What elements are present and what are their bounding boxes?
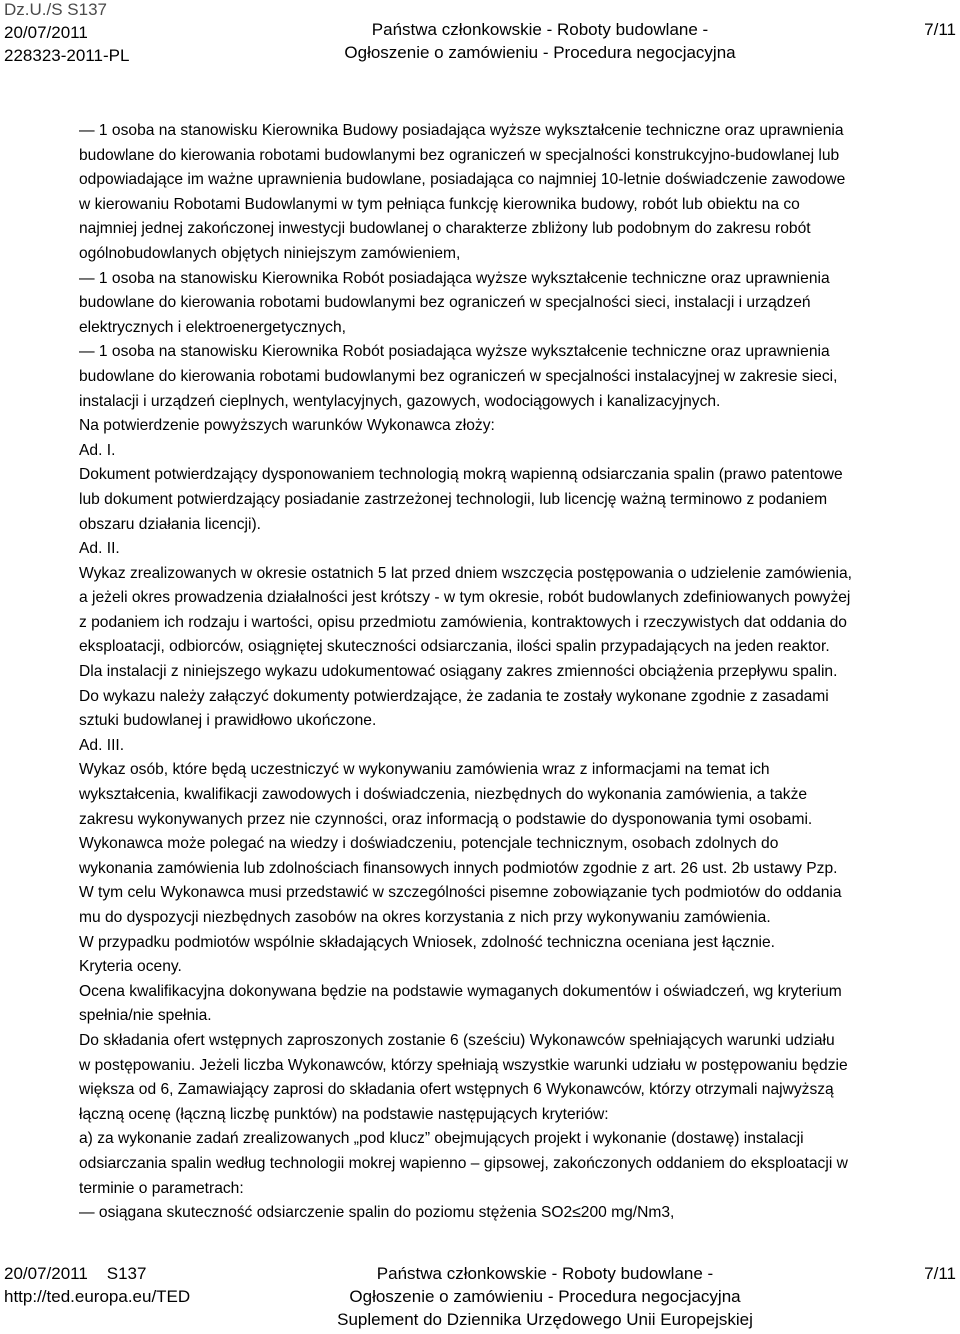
header-page-number: 7/11 [924, 20, 956, 39]
body-line: Wykaz zrealizowanych w okresie ostatnich 5 lat przed dniem wszczęcia postępowania o udzielenie zamówienia, [79, 564, 852, 582]
header-left [4, 0, 129, 67]
footer-title-line-2: Ogłoszenie o zamówieniu - Procedura negocjacyjna [349, 1287, 741, 1306]
body-line: — 1 osoba na stanowisku Kierownika Budowy posiadająca wyższe wykształcenie techniczne oraz uprawnienia [79, 122, 844, 139]
header-title-line-2: Ogłoszenie o zamówieniu - Procedura negocjacyjna [344, 43, 736, 62]
body-line: sztuki budowlanej i prawidłowo ukończone. [79, 712, 377, 730]
doc-ref: Dz.U./S S137 [4, 0, 107, 19]
body-line: najmniej jednej zakończonej inwestycji budowlanej o charakterze zbliżony lub podobnym do zakresu robót [79, 220, 811, 238]
body-line: zakresu wykonywanych przez nie czynności, oraz informacją o podstawie do dysponowania tymi osobami. [79, 810, 813, 828]
body-line: Wykaz osób, które będą uczestniczyć w wykonywaniu zamówienia wraz z informacjami na temat ich [79, 761, 770, 779]
body-line: obszaru działania licencji). [79, 515, 262, 533]
body-line: w postępowaniu. Jeżeli liczba Wykonawców, którzy spełniają wszystkie warunki udziału w postępowaniu będzie [79, 1056, 848, 1074]
body-line: większa od 6, Zamawiający zaprosi do składania ofert wstępnych 6 Wykonawców, którzy otrzymali najwyższą [79, 1081, 834, 1099]
footer-page-number: 7/11 [924, 1264, 956, 1283]
footer-url: http://ted.europa.eu/TED [4, 1287, 191, 1306]
header-title-line-1: Państwa członkowskie - Roboty budowlane - [371, 20, 709, 39]
body-line: Dokument potwierdzający dysponowaniem technologią mokrą wapienną odsiarczania spalin (prawo patentowe [79, 466, 843, 484]
body-line: Ocena kwalifikacyjna dokonywana będzie na podstawie wymaganych dokumentów i oświadczeń, wg kryterium [79, 982, 842, 1000]
footer-date-series [4, 1262, 190, 1285]
footer-series: S137 [106, 1264, 147, 1283]
body-line: — 1 osoba na stanowisku Kierownika Robót posiadająca wyższe wykształcenie techniczne oraz uprawnienia [79, 269, 830, 287]
body-line: W przypadku podmiotów wspólnie składających Wniosek, zdolność techniczna oceniana jest łącznie. [79, 933, 776, 951]
body-line: budowlane do kierowania robotami budowlanymi bez ograniczeń w specjalności sieci, instalacji i urządzeń [79, 294, 811, 312]
body-line: wykonania zamówienia lub zdolnościach finansowych innych podmiotów zgodnie z art. 26 ust. 2b ustawy Pzp. [79, 859, 838, 877]
notice-number: 228323-2011-PL [4, 46, 130, 65]
body-line: odpowiadające im ważne uprawnienia budowlane, posiadająca co najmniej 10-letnie doświadczenie zawodowe [79, 171, 846, 189]
footer-left [4, 1262, 190, 1308]
body-line: lub dokument potwierdzający posiadanie zastrzeżonej technologii, lub licencję ważną terminowo z podaniem [79, 490, 828, 508]
footer-title-line-3: Suplement do Dziennika Urzędowego Unii Europejskiej [337, 1310, 753, 1329]
body-line: w kierowaniu Robotami Budowlanymi w tym pełniąca funkcję kierownika budowy, robót lub obiektu na co [79, 195, 800, 213]
body-line: Do wykazu należy załączyć dokumenty potwierdzające, że zadania te zostały wykonane zgodnie z zasadami [79, 687, 829, 705]
body-line: ogólnobudowlanych objętych niniejszym zamówieniem, [79, 244, 461, 262]
header-date: 20/07/2011 [4, 23, 88, 42]
body-line: wykształcenia, kwalifikacji zawodowych i doświadczenia, niezbędnych do wykonania zamówienia, a także [79, 786, 808, 804]
body-line: eksploatacji, odbiorców, osiągniętej skuteczności odsiarczania, ilości spalin przypadających na jeden reaktor. [79, 638, 830, 656]
body-line: spełnia/nie spełnia. [79, 1007, 212, 1025]
body-line: a jeżeli okres prowadzenia działalności jest krótszy - w tym okresie, robót budowlanych zdefiniowanych powyżej [79, 589, 851, 607]
document-body [79, 119, 954, 1226]
footer-title [300, 1262, 790, 1331]
header-title [330, 18, 750, 64]
body-line: łączną ocenę (łączną liczbę punktów) na podstawie następujących kryteriów: [79, 1105, 609, 1123]
body-line: Ad. II. [79, 540, 120, 558]
body-line: Na potwierdzenie powyższych warunków Wykonawca złoży: [79, 417, 495, 435]
body-line: Wykonawca może polegać na wiedzy i doświadczeniu, potencjale technicznym, osobach zdolnych do [79, 835, 779, 853]
body-line: Ad. III. [79, 736, 125, 754]
body-line: Do składania ofert wstępnych zaproszonych zostanie 6 (sześciu) Wykonawców spełniających warunki udziału [79, 1031, 835, 1049]
body-line: Kryteria oceny. [79, 958, 182, 976]
body-line: budowlane do kierowania robotami budowlanymi bez ograniczeń w specjalności konstrukcyjno-budowlanej lub [79, 146, 840, 164]
body-line: elektrycznych i elektroenergetycznych, [79, 318, 346, 336]
body-line: odsiarczania spalin według technologii mokrej wapienno – gipsowej, zakończonych oddaniem do eksploatacji w [79, 1154, 848, 1172]
body-line: z podaniem ich rodzaju i wartości, opisu przedmiotu zamówienia, kontraktowych i rzeczywistych dat oddania do [79, 613, 847, 631]
footer-title-line-1: Państwa członkowskie - Roboty budowlane - [376, 1264, 714, 1283]
body-line: Dla instalacji z niniejszego wykazu udokumentować osiągany zakres zmienności obciążenia przepływu spalin. [79, 663, 838, 681]
body-line: — osiągana skuteczność odsiarczenie spalin do poziomu stężenia SO2≤200 mg/Nm3, [79, 1204, 675, 1222]
body-line: Ad. I. [79, 441, 116, 459]
body-line: — 1 osoba na stanowisku Kierownika Robót posiadająca wyższe wykształcenie techniczne oraz uprawnienia [79, 343, 830, 361]
page-header [0, 0, 960, 72]
body-line: a) za wykonanie zadań zrealizowanych „pod klucz” obejmujących projekt i wykonanie (dostawę) instalacji [79, 1130, 804, 1148]
body-line: mu do dyspozycji niezbędnych zasobów na okres korzystania z nich przy wykonywaniu zamówienia. [79, 909, 771, 926]
footer-date: 20/07/2011 [4, 1264, 88, 1283]
body-line: budowlane do kierowania robotami budowlanymi bez ograniczeń w specjalności instalacyjnej w zakresie sieci, [79, 367, 838, 385]
body-line: terminie o parametrach: [79, 1179, 244, 1197]
body-line: W tym celu Wykonawca musi przedstawić w szczególności pisemne zobowiązanie tych podmiotów do oddania [79, 884, 842, 902]
body-line: instalacji i urządzeń cieplnych, wentylacyjnych, gazowych, wodociągowych i kanalizacyjnych. [79, 392, 721, 410]
